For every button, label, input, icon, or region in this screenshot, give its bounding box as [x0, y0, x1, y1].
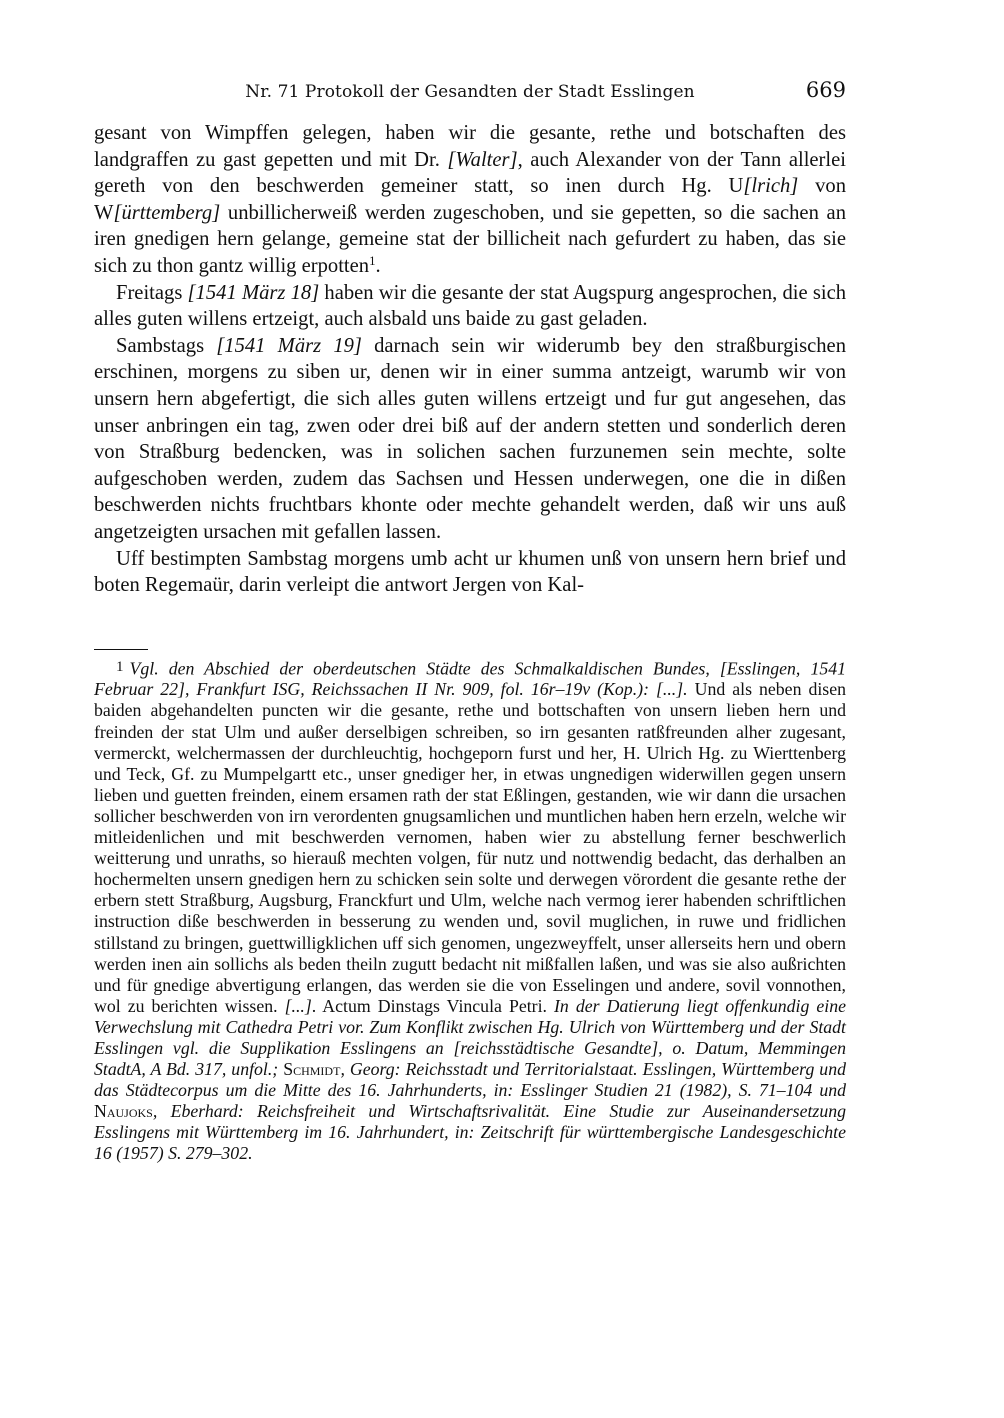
editorial-insertion: [ürttemberg]: [113, 201, 221, 224]
author-name: Schmidt: [283, 1059, 341, 1080]
main-text: [94, 120, 846, 599]
page-header: [94, 78, 846, 108]
footnote-1: 1 Vgl. den Abschied der oberdeutschen Städte des Schmalkaldischen Bundes, [Esslingen, 1541 Februar 22], Frankfurt ISG, Reichssachen II Nr. 909, fol. 16r–19v (Kop.): [...]. Und als neben disen baiden abgehandelten puncten wir die gesante, rethe und bottschaften von unsern lieben hern und freinden der stat Ulm und außer derselbigen schreiben, so irn gesanten ratßfreunden alher zugesant, vermerckt, welchermassen der durchleuchtig, hochgeporn furst und her, H. Ulrich Hg. zu Wierttenberg und Teck, Gf. zu Mumpelgartt etc., unser gnediger her, in etwas ungnedigen widerwillen gegen unsern lieben und guetten freinden, einem ersamen rath der stat Eßlingen, gestanden, wie wir dann die ursachen sollicher beschwerden von irn verordenten gnugsamlichen und muntlichen haben hern erzeln, welche wir mitleidenlichen und mit beschwerden vernomen, haben wier zu abstellung ferner beschwerlich weitterung und unraths, so hierauß mechten volgen, für nutz und nottwendig bedacht, das derhalben an hochermelten unsern gnedigen hern zu schicken sein solte und derwegen vörordent die gesante rethe der erbern stett Straßburg, Augsburg, Franckfurt und Ulm, welche nach vermog ierer habenden schriftlichen instruction diße beschwerden in besserung zu wenden und, sovil muglichen, in ruwe und fridlichen stillstand zu bringen, guettwilligklichen uff sich genomen, ungezweyffelt, unser allerseits hern und obern werden inen ain sollichs als beden theiln zugutt bedacht nit mißfallen laßen, und was sie also außrichten und für gnedige abvertigung erlangen, das werden sie die von Esselingen und andere, sovil vonnothen, wol zu berichten wissen. [...]. Actum Dinstags Vincula Petri. In der Datierung liegt offenkundig eine Verwechslung mit Cathedra Petri vor. Zum Konflikt zwischen Hg. Ulrich von Württemberg und der Stadt Esslingen vgl. die Supplikation Esslingens an [reichsstädtische Gesandte], o. Datum, Memmingen StadtA, A Bd. 317, unfol.; Schmidt, Georg: Reichsstadt und Territorialstaat. Esslingen, Württemberg und das Städtecorpus um die Mitte des 16. Jahrhunderts, in: Esslinger Studien 21 (1982), S. 71–104 und Naujoks, Eberhard: Reichsfreiheit und Wirtschaftsrivalität. Eine Studie zur Auseinandersetzung Esslingens mit Württemberg im 16. Jahrhundert, in: Zeitschrift für württembergische Landesgeschichte 16 (1957) S. 279–302.: [94, 658, 846, 1164]
paragraph-3: Sambstags [1541 März 19] darnach sein wir widerumb bey den straßburgischen erschinen, morgens zu siben ur, denen wir in einer summa antzeigt, warumb wir von unsern hern abgefertigt, die sich alles guten willens ertzeigt und fur gut angesehen, das unser anbringen ein tag, zwen oder drei biß auf der andern stetten und sonderlich deren von Straßburg bedencken, was in solichen sachen furzunemen sein mechte, solte aufgeschoben werden, zudem das Sachsen und Hessen underwegen, one die in dißen beschwerden nichts fruchtbars khonte oder mechte gehandelt werden, daß wir uns auß angetzeigten ursachen mit gefallen lassen.: [94, 334, 846, 543]
paragraph-2: Freitags [1541 März 18] haben wir die gesante der stat Augspurg angesprochen, die sich alles guten willens ertzeigt, auch alsbald uns baide zu gast geladen.: [94, 281, 847, 331]
running-title: Nr. 71 Protokoll der Gesandten der Stadt Esslingen: [245, 82, 695, 102]
footnote-reference[interactable]: 1: [369, 253, 376, 268]
editorial-insertion: [Walter]: [447, 148, 518, 171]
author-name: Naujoks: [94, 1101, 153, 1122]
paragraph-1: gesant von Wimpffen gelegen, haben wir die gesante, rethe und botschaften des landgraffen zu gast gepetten und mit Dr. [Walter], auch Alexander von der Tann allerlei gereth von den beschwerden gemeiner statt, so inen durch Hg. U[lrich] von W[ürttemberg] unbillicherweiß werden zugeschoben, und sie gepetten, so die sachen an iren gnedigen hern gelange, gemeine stat der billicheit nach gefurdert zu haben, das sie sich zu thon gantz willig erpotten$^1$.: [94, 122, 847, 277]
footnote-number: 1: [116, 659, 124, 675]
paragraph-4: Uff bestimpten Sambstag morgens umb acht ur khumen unß von unsern hern brief und boten Regemaür, darin verleipt die antwort Jergen von Kal-: [94, 547, 846, 597]
date-insertion: [1541 März 18]: [187, 281, 320, 304]
page-number: 669: [805, 78, 846, 102]
footnote-separator: [94, 649, 148, 650]
date-insertion: [1541 März 19]: [216, 334, 362, 357]
editorial-insertion: [lrich]: [743, 175, 799, 198]
